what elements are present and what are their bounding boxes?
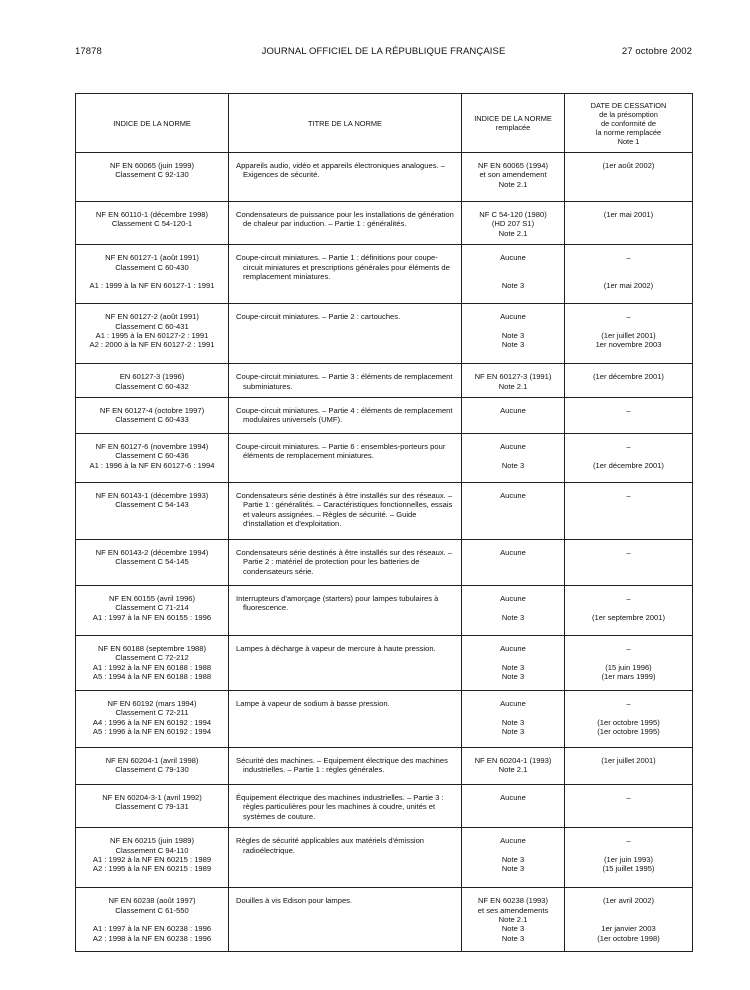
cessation-date-cell-line: (15 juin 1996) bbox=[605, 662, 652, 672]
cessation-date-cell bbox=[565, 748, 693, 785]
standard-title-cell bbox=[229, 483, 462, 540]
cessation-date-cell-line: – bbox=[626, 442, 631, 452]
cessation-date-cell-line: – bbox=[626, 594, 631, 604]
cessation-date-cell-line bbox=[569, 322, 688, 331]
cessation-date-cell-line bbox=[569, 451, 688, 460]
standard-index-cell-line: A1 : 1996 à la NF EN 60127-6 : 1994 bbox=[89, 460, 215, 470]
standard-index-cell bbox=[76, 245, 229, 304]
replaced-standard-cell-line: NF EN 60127-3 (1991) bbox=[474, 372, 552, 382]
standard-title-cell-text: Coupe-circuit miniatures. – Partie 1 : définitions pour coupe-circuit miniatures et prescriptions générales pour éléments de remplacement miniatures. bbox=[236, 253, 450, 282]
standard-title-cell-text: Condensateurs de puissance pour les installations de génération de chaleur par induction. – Partie 1 : généralités. bbox=[236, 210, 454, 229]
replaced-standard-cell-line: Note 3 bbox=[501, 460, 525, 470]
replaced-standard-cell bbox=[462, 434, 565, 483]
standard-index-cell-line: Classement C 54-145 bbox=[115, 557, 189, 567]
table-row bbox=[76, 785, 693, 828]
cessation-date-cell-line: – bbox=[626, 312, 631, 322]
replaced-standard-cell bbox=[462, 483, 565, 540]
standard-index-cell bbox=[76, 888, 229, 952]
cessation-date-cell-line bbox=[569, 653, 688, 662]
replaced-standard-cell-line: Note 3 bbox=[501, 864, 525, 874]
standard-title-cell bbox=[229, 748, 462, 785]
cessation-date-cell-line: (1er mars 1999) bbox=[601, 672, 656, 682]
cessation-date-cell bbox=[565, 364, 693, 398]
standards-table bbox=[75, 93, 693, 952]
standard-index-cell-line: A2 : 1995 à la NF EN 60215 : 1989 bbox=[92, 864, 212, 874]
table-row bbox=[76, 202, 693, 245]
cessation-date-cell-line: (1er octobre 1995) bbox=[597, 717, 660, 727]
table-row bbox=[76, 586, 693, 636]
replaced-standard-cell-line: Aucune bbox=[500, 594, 526, 604]
replaced-standard-cell-line: Note 2.1 bbox=[498, 915, 528, 925]
standard-index-cell-line: EN 60127-3 (1996) bbox=[119, 372, 185, 382]
replaced-standard-cell-line: Note 3 bbox=[501, 933, 525, 943]
standard-title-cell-text: Règles de sécurité applicables aux matériels d'émission radioélectrique. bbox=[236, 836, 425, 855]
replaced-standard-cell bbox=[462, 202, 565, 245]
cessation-date-cell-line: – bbox=[626, 548, 631, 558]
cessation-date-cell-line: (1er septembre 2001) bbox=[591, 612, 666, 622]
replaced-standard-cell bbox=[462, 748, 565, 785]
standard-index-cell-line: NF EN 60127-4 (octobre 1997) bbox=[99, 406, 205, 416]
replaced-standard-cell-line: Aucune bbox=[500, 253, 526, 263]
standard-index-cell-line: Classement C 71-214 bbox=[115, 603, 189, 613]
standard-index-cell-line: NF EN 60143-1 (décembre 1993) bbox=[95, 491, 209, 501]
publication-date: 27 octobre 2002 bbox=[621, 45, 692, 57]
standard-title-cell bbox=[229, 202, 462, 245]
replaced-standard-cell bbox=[462, 691, 565, 748]
standard-index-cell-line: NF EN 60155 (avril 1996) bbox=[108, 594, 196, 604]
standard-title-cell-text: Condensateurs série destinés à être installés sur des réseaux. – Partie 1 : généralités. – Caractéristiques fonctionnelles, essais et valeurs assignées. – Règles de sécurité. – Guide d'installation et d'exploitation. bbox=[236, 491, 453, 529]
replaced-standard-cell-line: Note 2.1 bbox=[498, 228, 528, 238]
replaced-standard-cell-line bbox=[466, 451, 560, 460]
standard-title-cell bbox=[229, 304, 462, 364]
replaced-standard-cell-line: et ses amendements bbox=[477, 905, 549, 915]
replaced-standard-cell-line bbox=[466, 322, 560, 331]
standard-index-cell bbox=[76, 828, 229, 888]
replaced-standard-cell-line: NF EN 60065 (1994) bbox=[477, 161, 549, 170]
standard-index-cell-line: A1 : 1995 à la EN 60127-2 : 1991 bbox=[95, 331, 209, 341]
cessation-date-cell-line: – bbox=[626, 836, 631, 846]
standard-index-cell-line: A5 : 1996 à la NF EN 60192 : 1994 bbox=[92, 727, 212, 737]
replaced-standard-cell-line: NF C 54-120 (1980) bbox=[479, 210, 547, 219]
standard-title-cell-text: Lampe à vapeur de sodium à basse pression. bbox=[236, 699, 390, 709]
standard-index-cell-line: Classement C 54-143 bbox=[115, 500, 189, 510]
replaced-standard-cell-line: NF EN 60238 (1993) bbox=[477, 896, 549, 906]
standard-title-cell bbox=[229, 586, 462, 636]
standard-index-cell-line: A1 : 1999 à la NF EN 60127-1 : 1991 bbox=[89, 281, 215, 291]
cessation-date-cell bbox=[565, 202, 693, 245]
table-row bbox=[76, 828, 693, 888]
standard-index-cell-line: Classement C 79-130 bbox=[115, 765, 189, 775]
replaced-standard-cell-line: Note 3 bbox=[501, 717, 525, 727]
replaced-standard-cell-line: Aucune bbox=[500, 406, 526, 416]
standard-title-cell-text: Appareils audio, vidéo et appareils électroniques analogues. – Exigences de sécurité. bbox=[236, 161, 445, 180]
cessation-date-cell-line: – bbox=[626, 491, 631, 501]
replaced-standard-cell bbox=[462, 153, 565, 202]
replaced-standard-cell-line: Note 3 bbox=[501, 281, 525, 291]
replaced-standard-cell-line: Note 2.1 bbox=[498, 765, 528, 775]
standard-title-cell bbox=[229, 785, 462, 828]
replaced-standard-cell-line: NF EN 60204-1 (1993) bbox=[474, 756, 552, 766]
replaced-standard-cell bbox=[462, 636, 565, 691]
table-row bbox=[76, 691, 693, 748]
replaced-standard-cell-line: Note 3 bbox=[501, 924, 525, 934]
table-row bbox=[76, 748, 693, 785]
replaced-standard-cell-line: Aucune bbox=[500, 548, 526, 558]
cessation-date-cell bbox=[565, 888, 693, 952]
replaced-standard-cell-line bbox=[466, 653, 560, 662]
cessation-date-cell bbox=[565, 691, 693, 748]
standard-index-cell bbox=[76, 434, 229, 483]
standard-title-cell bbox=[229, 888, 462, 952]
standard-title-cell-text: Sécurité des machines. – Equipement électrique des machines industrielles. – Partie 1 : règles générales. bbox=[236, 756, 448, 775]
standard-index-cell-line: A1 : 1992 à la NF EN 60188 : 1988 bbox=[92, 662, 212, 672]
standard-index-cell-line: NF EN 60127-1 (août 1991) bbox=[105, 253, 199, 263]
standard-title-cell bbox=[229, 153, 462, 202]
cessation-date-cell-line bbox=[569, 272, 688, 281]
replaced-standard-cell-line: Note 3 bbox=[501, 331, 525, 341]
table-row bbox=[76, 245, 693, 304]
standard-title-cell bbox=[229, 434, 462, 483]
replaced-standard-cell bbox=[462, 586, 565, 636]
cessation-date-cell-line bbox=[569, 708, 688, 717]
cessation-date-cell-line bbox=[569, 603, 688, 612]
replaced-standard-cell-line: Note 3 bbox=[501, 855, 525, 865]
standard-index-cell-line: Classement C 94-110 bbox=[115, 845, 189, 855]
column-header-standard-title: TITRE DE LA NORME bbox=[229, 94, 462, 153]
replaced-standard-cell-line: Aucune bbox=[500, 644, 526, 654]
standard-index-cell-line: A2 : 2000 à la NF EN 60127-2 : 1991 bbox=[89, 340, 215, 350]
standard-index-cell-line: NF EN 60188 (septembre 1988) bbox=[97, 644, 207, 654]
standard-index-cell-line: Classement C 61-550 bbox=[115, 905, 189, 915]
standard-index-cell-line: Classement C 60-430 bbox=[115, 262, 189, 272]
standard-title-cell bbox=[229, 245, 462, 304]
replaced-standard-cell bbox=[462, 245, 565, 304]
replaced-standard-cell bbox=[462, 888, 565, 952]
cessation-date-cell bbox=[565, 540, 693, 586]
standard-index-cell-line: Classement C 60-433 bbox=[115, 415, 189, 425]
standard-index-cell-line: A5 : 1994 à la NF EN 60188 : 1988 bbox=[92, 672, 212, 682]
replaced-standard-cell bbox=[462, 540, 565, 586]
standard-index-cell bbox=[76, 636, 229, 691]
standard-index-cell bbox=[76, 483, 229, 540]
replaced-standard-cell bbox=[462, 398, 565, 434]
standard-title-cell-text: Équipement électrique des machines industrielles. – Partie 3 : règles particulières pour les machines à coudre, unités et systèmes de couture. bbox=[236, 793, 444, 821]
replaced-standard-cell-line: Note 3 bbox=[501, 727, 525, 737]
standard-index-cell bbox=[76, 202, 229, 245]
standard-title-cell bbox=[229, 364, 462, 398]
cessation-date-cell-line: (1er décembre 2001) bbox=[593, 372, 664, 382]
table-row bbox=[76, 636, 693, 691]
cessation-date-cell-line: (1er juin 1993) bbox=[604, 855, 653, 865]
standard-index-cell-line: NF EN 60143-2 (décembre 1994) bbox=[95, 548, 209, 558]
replaced-standard-cell-line: (HD 207 S1) bbox=[491, 219, 535, 229]
standard-index-cell-line bbox=[80, 272, 224, 281]
cessation-date-cell bbox=[565, 586, 693, 636]
standard-index-cell bbox=[76, 153, 229, 202]
cessation-date-cell bbox=[565, 636, 693, 691]
cessation-date-cell bbox=[565, 785, 693, 828]
cessation-date-cell-line: (1er octobre 1995) bbox=[597, 727, 660, 737]
standard-index-cell-line: Classement C 60-436 bbox=[115, 451, 189, 461]
standard-title-cell bbox=[229, 540, 462, 586]
standard-index-cell-line bbox=[80, 915, 224, 924]
cessation-date-cell-line: – bbox=[626, 644, 631, 654]
table-header-row bbox=[76, 94, 693, 153]
table-row bbox=[76, 540, 693, 586]
page-header bbox=[75, 44, 692, 58]
cessation-date-cell-line: – bbox=[626, 699, 631, 709]
standard-title-cell-text: Condensateurs série destinés à être installés sur des réseaux. – Partie 2 : matériel de protection pour les batteries de condensateurs série. bbox=[236, 548, 453, 576]
standard-index-cell-line: A4 : 1996 à la NF EN 60192 : 1994 bbox=[92, 717, 212, 727]
journal-title: JOURNAL OFFICIEL DE LA RÉPUBLIQUE FRANÇAISE bbox=[261, 45, 506, 57]
cessation-date-cell-line: 1er novembre 2003 bbox=[595, 340, 662, 350]
cessation-date-cell bbox=[565, 153, 693, 202]
standard-index-cell-line: Classement C 79-131 bbox=[115, 802, 189, 812]
replaced-standard-cell-line: Note 3 bbox=[501, 340, 525, 350]
table-row bbox=[76, 153, 693, 202]
table-row bbox=[76, 888, 693, 952]
cessation-date-cell-line: (1er août 2002) bbox=[602, 161, 655, 170]
replaced-standard-cell-line bbox=[466, 846, 560, 855]
standard-index-cell-line: NF EN 60127-2 (août 1991) bbox=[105, 312, 199, 322]
standard-index-cell bbox=[76, 398, 229, 434]
cessation-date-cell-line: (1er décembre 2001) bbox=[593, 460, 664, 470]
cessation-date-cell-line: (1er mai 2001) bbox=[603, 210, 654, 219]
cessation-date-cell bbox=[565, 245, 693, 304]
replaced-standard-cell-line bbox=[466, 708, 560, 717]
replaced-standard-cell-line: Note 2.1 bbox=[498, 381, 528, 391]
replaced-standard-cell-line: Aucune bbox=[500, 793, 526, 803]
column-header-standard-index: INDICE DE LA NORME bbox=[76, 94, 229, 153]
column-header-cessation-date: DATE DE CESSATION de la présomption de conformité de la norme remplacée Note 1 bbox=[565, 94, 693, 153]
standard-title-cell bbox=[229, 828, 462, 888]
standard-index-cell bbox=[76, 586, 229, 636]
cessation-date-cell-line: (15 juillet 1995) bbox=[602, 864, 655, 874]
replaced-standard-cell-line: et son amendement bbox=[479, 170, 547, 180]
replaced-standard-cell-line: Aucune bbox=[500, 442, 526, 452]
standard-title-cell-text: Coupe-circuit miniatures. – Partie 3 : éléments de remplacement subminiatures. bbox=[236, 372, 453, 391]
replaced-standard-cell-line: Aucune bbox=[500, 491, 526, 501]
replaced-standard-cell-line: Note 3 bbox=[501, 612, 525, 622]
standard-title-cell-text: Interrupteurs d'amorçage (starters) pour lampes tubulaires à fluorescence. bbox=[236, 594, 439, 613]
cessation-date-cell-line: – bbox=[626, 406, 631, 416]
cessation-date-cell-line: (1er juillet 2001) bbox=[601, 331, 656, 341]
replaced-standard-cell-line: Aucune bbox=[500, 312, 526, 322]
standard-index-cell bbox=[76, 785, 229, 828]
replaced-standard-cell bbox=[462, 304, 565, 364]
standard-index-cell-line: A1 : 1997 à la NF EN 60238 : 1996 bbox=[92, 924, 212, 934]
standard-index-cell bbox=[76, 304, 229, 364]
standard-title-cell bbox=[229, 636, 462, 691]
cessation-date-cell-line: (1er octobre 1998) bbox=[597, 933, 660, 943]
cessation-date-cell-line: 1er janvier 2003 bbox=[601, 924, 656, 934]
standard-index-cell-line: Classement C 72-211 bbox=[115, 708, 189, 718]
replaced-standard-cell-line bbox=[466, 263, 560, 272]
standard-title-cell bbox=[229, 398, 462, 434]
table-body bbox=[76, 153, 693, 952]
standard-title-cell bbox=[229, 691, 462, 748]
standard-title-cell-text: Coupe-circuit miniatures. – Partie 6 : ensembles-porteurs pour éléments de remplacement miniatures. bbox=[236, 442, 446, 461]
table-row bbox=[76, 398, 693, 434]
table-row bbox=[76, 304, 693, 364]
standard-index-cell-line: A1 : 1997 à la NF EN 60155 : 1996 bbox=[92, 612, 212, 622]
column-header-replaced-standard: INDICE DE LA NORME remplacée bbox=[462, 94, 565, 153]
standard-index-cell-line: A2 : 1998 à la NF EN 60238 : 1996 bbox=[92, 933, 212, 943]
page-number: 17878 bbox=[75, 45, 102, 57]
table-row bbox=[76, 364, 693, 398]
standard-index-cell-line: NF EN 60215 (juin 1989) bbox=[110, 836, 194, 846]
cessation-date-cell bbox=[565, 434, 693, 483]
standard-index-cell-line: Classement C 60-431 bbox=[115, 321, 189, 331]
replaced-standard-cell bbox=[462, 364, 565, 398]
standard-index-cell-line: NF EN 60192 (mars 1994) bbox=[107, 699, 197, 709]
cessation-date-cell bbox=[565, 828, 693, 888]
standard-index-cell-line: Classement C 60-432 bbox=[115, 381, 189, 391]
standard-index-cell-line: Classement C 72-212 bbox=[115, 653, 189, 663]
standard-title-cell-text: Lampes à décharge à vapeur de mercure à haute pression. bbox=[236, 644, 436, 654]
standard-index-cell bbox=[76, 748, 229, 785]
cessation-date-cell-line bbox=[569, 906, 688, 915]
cessation-date-cell bbox=[565, 398, 693, 434]
cessation-date-cell-line: (1er juillet 2001) bbox=[601, 756, 656, 766]
standard-index-cell-line: NF EN 60110-1 (décembre 1998) bbox=[95, 210, 209, 219]
standard-index-cell bbox=[76, 364, 229, 398]
standard-index-cell bbox=[76, 540, 229, 586]
standard-index-cell-line: A1 : 1992 à la NF EN 60215 : 1989 bbox=[92, 855, 212, 865]
replaced-standard-cell-line: Note 2.1 bbox=[498, 179, 528, 189]
standard-title-cell-text: Coupe-circuit miniatures. – Partie 2 : cartouches. bbox=[236, 312, 401, 322]
table-row bbox=[76, 434, 693, 483]
cessation-date-cell bbox=[565, 483, 693, 540]
cessation-date-cell bbox=[565, 304, 693, 364]
replaced-standard-cell-line: Note 3 bbox=[501, 662, 525, 672]
cessation-date-cell-line: (1er mai 2002) bbox=[603, 281, 654, 291]
replaced-standard-cell-line bbox=[466, 603, 560, 612]
replaced-standard-cell bbox=[462, 828, 565, 888]
standard-index-cell-line: Classement C 92-130 bbox=[115, 170, 189, 180]
standard-title-cell-text: Douilles à vis Edison pour lampes. bbox=[236, 896, 353, 906]
standard-index-cell-line: Classement C 54-120-1 bbox=[111, 219, 193, 229]
standard-index-cell-line: NF EN 60204-1 (avril 1998) bbox=[105, 756, 199, 766]
standard-index-cell-line: NF EN 60065 (juin 1999) bbox=[110, 161, 194, 170]
cessation-date-cell-line bbox=[569, 263, 688, 272]
replaced-standard-cell-line bbox=[466, 272, 560, 281]
standard-title-cell-text: Coupe-circuit miniatures. – Partie 4 : éléments de remplacement modulaires universels (UMF). bbox=[236, 406, 453, 425]
cessation-date-cell-line bbox=[569, 846, 688, 855]
standard-index-cell-line: NF EN 60204-3-1 (avril 1992) bbox=[102, 793, 202, 803]
replaced-standard-cell-line: Aucune bbox=[500, 699, 526, 709]
cessation-date-cell-line: – bbox=[626, 793, 631, 803]
replaced-standard-cell bbox=[462, 785, 565, 828]
cessation-date-cell-line: (1er avril 2002) bbox=[602, 896, 655, 906]
table-row bbox=[76, 483, 693, 540]
standard-index-cell bbox=[76, 691, 229, 748]
cessation-date-cell-line: – bbox=[626, 253, 631, 263]
standard-index-cell-line: NF EN 60127-6 (novembre 1994) bbox=[95, 442, 209, 452]
replaced-standard-cell-line: Note 3 bbox=[501, 672, 525, 682]
replaced-standard-cell-line: Aucune bbox=[500, 836, 526, 846]
cessation-date-cell-line bbox=[569, 915, 688, 924]
standard-index-cell-line: NF EN 60238 (août 1997) bbox=[108, 896, 196, 906]
